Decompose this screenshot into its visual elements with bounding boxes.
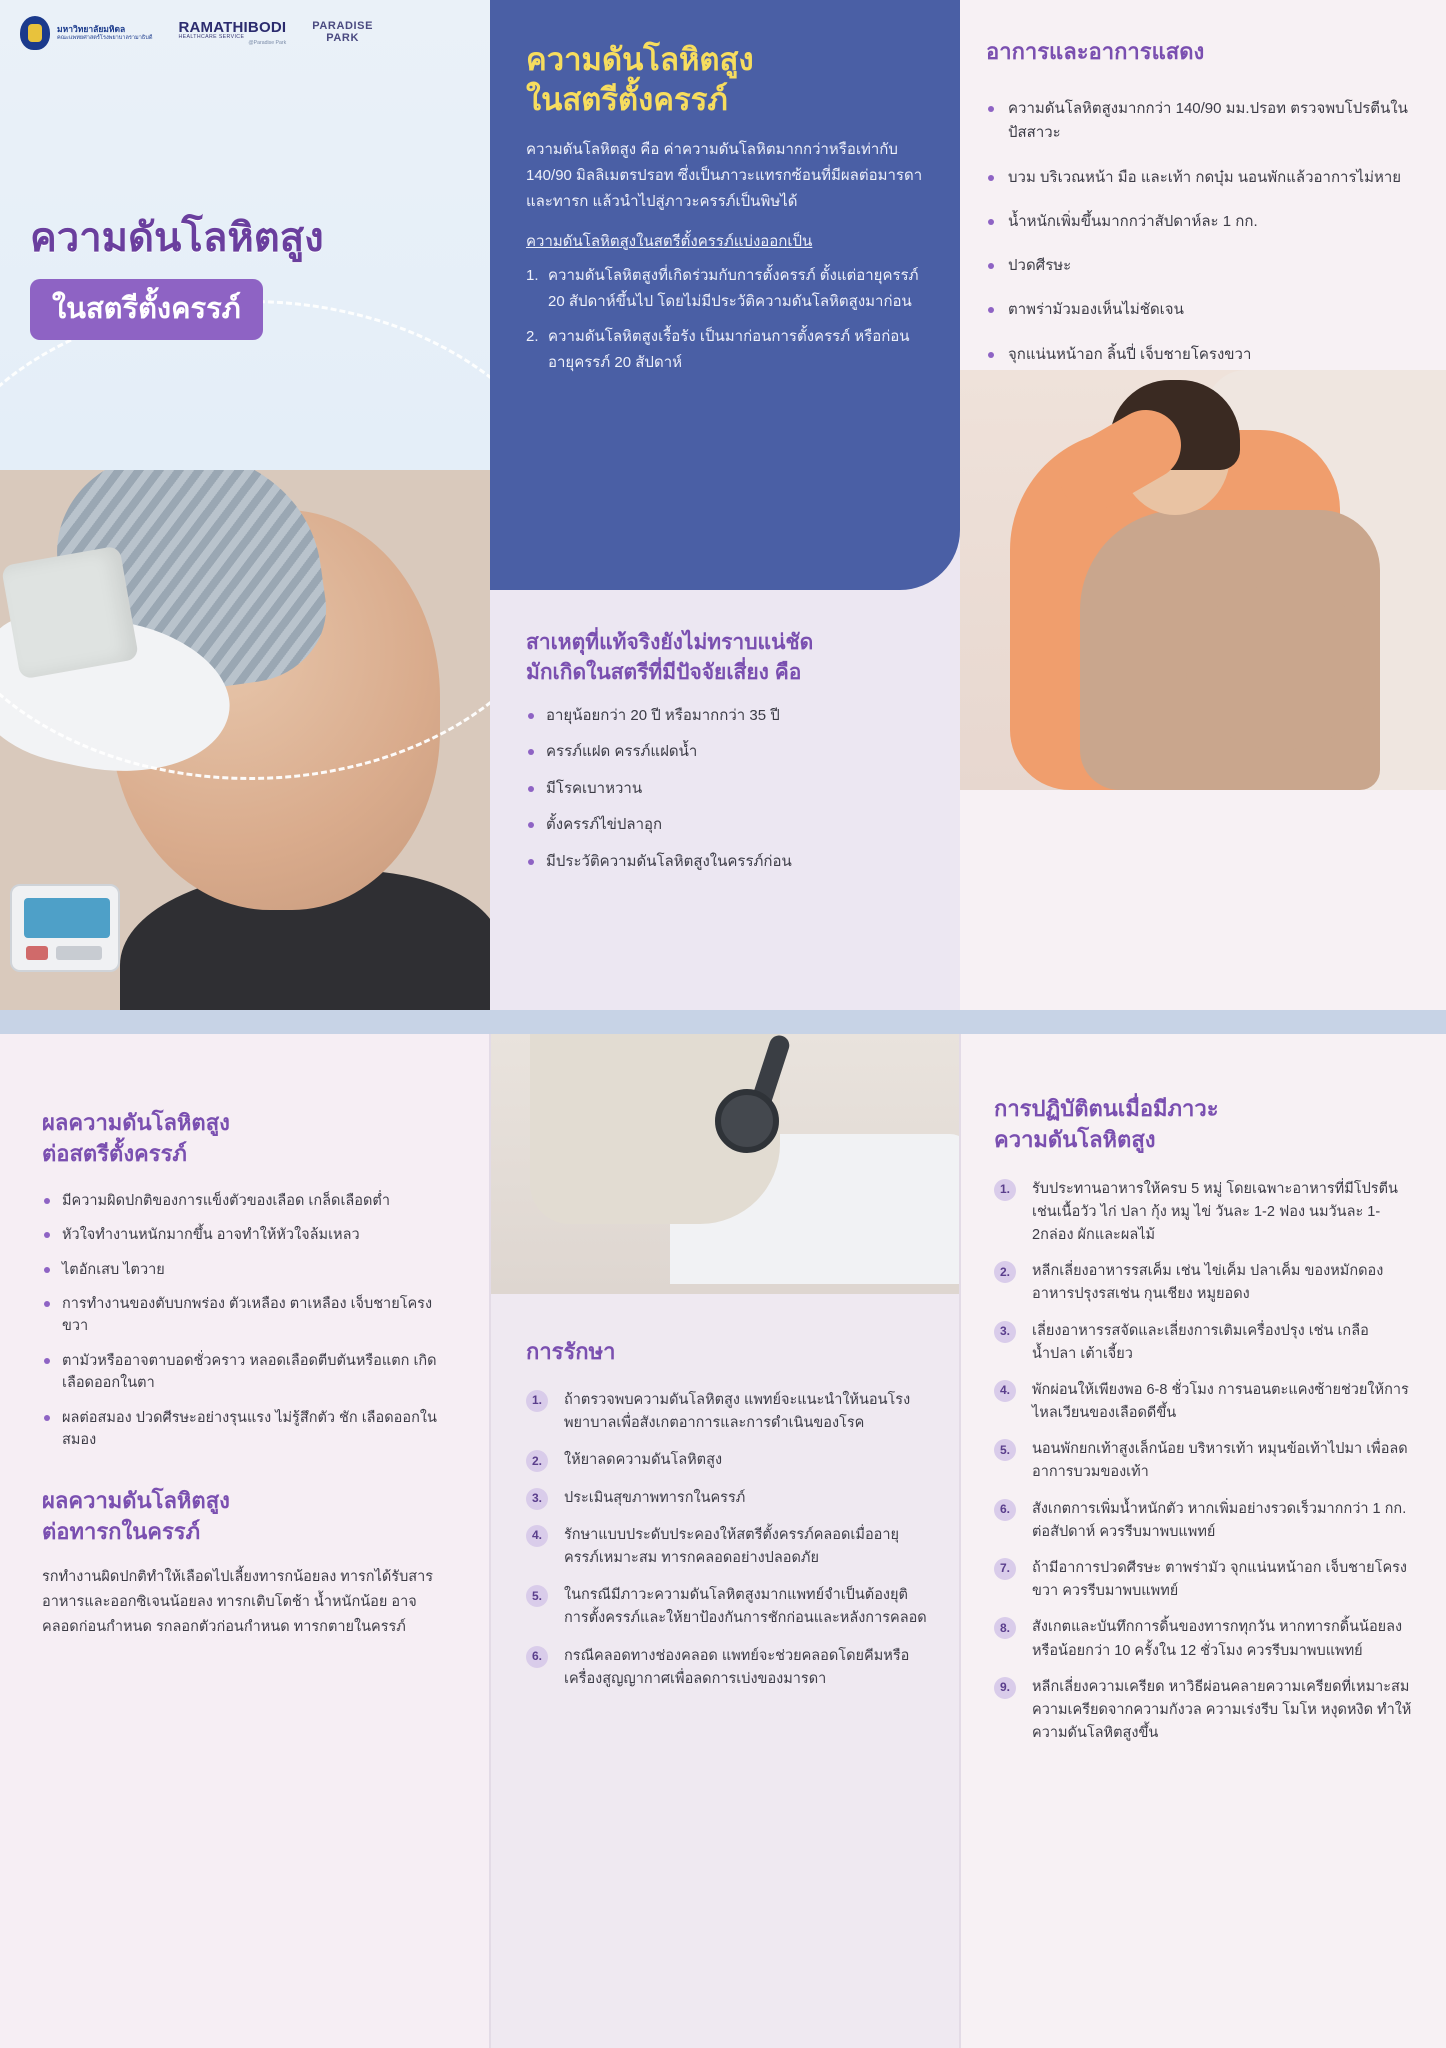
- treatment-panel: [490, 1034, 960, 2048]
- practice-list: [994, 1178, 1416, 1746]
- list-item: บวม บริเวณหน้า มือ และเท้า กดบุ๋ม นอนพักแล้วอาการไม่หาย: [986, 166, 1416, 190]
- logo-bar: [20, 16, 373, 50]
- list-item-label: ให้ยาลดความดันโลหิตสูง: [564, 1452, 723, 1469]
- effects-mother-list: [42, 1190, 450, 1452]
- list-item-number: 3.: [526, 1488, 548, 1510]
- list-item-number: 1.: [526, 1390, 548, 1412]
- list-item-label: ถ้าตรวจพบความดันโลหิตสูง แพทย์จะแนะนำให้นอนโรงพยาบาลเพื่อสังเกตอาการและการดำเนินของโรค: [564, 1392, 911, 1432]
- list-item-number: 9.: [994, 1677, 1016, 1699]
- decorative-dashed-arc: [0, 300, 490, 780]
- list-item: [526, 263, 924, 315]
- causes-heading-line2: มักเกิดในสตรีที่มีปัจจัยเสี่ยง คือ: [526, 661, 802, 685]
- list-item-label: กรณีคลอดทางช่องคลอด แพทย์จะช่วยคลอดโดยคีมหรือเครื่องสูญญากาศเพื่อลดการเบ่งของมารดา: [564, 1647, 910, 1687]
- list-item-label: ในกรณีมีภาวะความดันโลหิตสูงมากแพทย์จำเป็นต้องยุติการตั้งครรภ์และให้ยาป้องกันการชักก่อนและหลังการคลอด: [564, 1587, 927, 1627]
- list-item-number: 4.: [994, 1380, 1016, 1402]
- list-item: [994, 1178, 1416, 1248]
- rama-wordmark: RAMATHIBODI: [178, 18, 287, 36]
- list-item: [526, 1584, 930, 1630]
- list-item-number: 1.: [526, 267, 539, 285]
- list-item: มีความผิดปกติของการแข็งตัวของเลือด เกล็ดเลือดต่ำ: [42, 1190, 450, 1212]
- mahidol-logo: [20, 16, 152, 50]
- list-item: [994, 1676, 1416, 1746]
- cover-title: [30, 205, 460, 340]
- list-item-label: รับประทานอาหารให้ครบ 5 หมู่ โดยเฉพาะอาหารที่มีโปรตีนเช่นเนื้อวัว ไก่ ปลา กุ้ง หมู ไข่ วันละ 1-2 ฟอง นมวันละ 1-2กล่อง ผักและผลไม้: [1032, 1180, 1398, 1243]
- list-item-number: 5.: [994, 1439, 1016, 1461]
- photo-stethoscope-exam: [490, 1034, 960, 1294]
- list-item: อายุน้อยกว่า 20 ปี หรือมากกว่า 35 ปี: [526, 705, 936, 728]
- list-item: มีประวัติความดันโลหิตสูงในครรภ์ก่อน: [526, 851, 936, 874]
- causes-section: [526, 628, 936, 887]
- panel-divider-band: [0, 1010, 1446, 1034]
- intro-heading-line2: ในสตรีตั้งครรภ์: [526, 81, 728, 117]
- causes-heading-line1: สาเหตุที่แท้จริงยังไม่ทราบแน่ชัด: [526, 631, 814, 654]
- treatment-section: [526, 1334, 930, 1705]
- list-item-label: ความดันโลหิตสูงที่เกิดร่วมกับการตั้งครรภ์ ตั้งแต่อายุครรภ์ 20 สัปดาห์ขึ้นไป โดยไม่มีประวัติความดันโลหิตสูงมาก่อน: [548, 267, 919, 311]
- list-item: ตาพร่ามัวมองเห็นไม่ชัดเจน: [986, 298, 1416, 322]
- photo-shape-belly: [1186, 585, 1376, 750]
- list-item: [994, 1616, 1416, 1662]
- intro-heading-line1: ความดันโลหิตสูง: [526, 42, 754, 77]
- list-item-label: หลีกเลี่ยงความเครียด หาวิธีผ่อนคลายความเครียดที่เหมาะสมความเครียดจากความกังวล ความเร่งรีบ โมโห หงุดหงิด ทำให้ความดันโลหิตสูงขึ้น: [1032, 1678, 1412, 1742]
- intro-card: [490, 0, 960, 590]
- list-item-label: ถ้ามีอาการปวดศีรษะ ตาพร่ามัว จุกแน่นหน้าอก เจ็บชายโครงขวา ควรรีบมาพบแพทย์: [1032, 1560, 1408, 1600]
- list-item-number: 2.: [526, 1450, 548, 1472]
- list-item: [994, 1379, 1416, 1425]
- panel-divider-left: [489, 1034, 491, 2048]
- list-item: ตามัวหรืออาจตาบอดชั่วคราว หลอดเลือดตีบตันหรือแตก เกิดเลือดออกในตา: [42, 1350, 450, 1395]
- photo-shape-monitor-screen: [24, 898, 110, 938]
- list-item-label: สังเกตการเพิ่มน้ำหนักตัว หากเพิ่มอย่างรวดเร็วมากกว่า 1 กก. ต่อสัปดาห์ ควรรีบมาพบแพทย์: [1032, 1500, 1407, 1540]
- list-item-number: 2.: [526, 327, 539, 345]
- intro-panel: [490, 0, 960, 1030]
- list-item: ปวดศีรษะ: [986, 254, 1416, 278]
- intro-subheading: ความดันโลหิตสูงในสตรีตั้งครรภ์แบ่งออกเป็น: [526, 232, 813, 250]
- mahidol-name-th: มหาวิทยาลัยมหิดล: [57, 23, 126, 34]
- list-item: ความดันโลหิตสูงมากกว่า 140/90 มม.ปรอท ตรวจพบโปรตีนในปัสสาวะ: [986, 97, 1416, 146]
- symptoms-list: [986, 97, 1416, 411]
- list-item: จุกแน่นหน้าอก ลิ้นปี่ เจ็บชายโครงขวา: [986, 343, 1416, 367]
- list-item-number: 5.: [526, 1585, 548, 1607]
- effects-mother-heading: [42, 1108, 450, 1170]
- cover-title-line1: ความดันโลหิตสูง: [30, 216, 324, 260]
- rama-subtitle: HEALTHCARE SERVICE: [178, 34, 245, 41]
- treatment-list: [526, 1389, 930, 1691]
- photo-shape-monitor-button: [26, 946, 48, 960]
- list-item: [526, 324, 924, 376]
- intro-type-list: [526, 263, 924, 375]
- effects-mother-heading-line1: ผลความดันโลหิตสูง: [42, 1110, 230, 1135]
- practice-heading-line2: ความดันโลหิตสูง: [994, 1126, 1156, 1152]
- cover-title-line2: ในสตรีตั้งครรภ์: [30, 279, 263, 340]
- list-item: [526, 1449, 930, 1472]
- list-item: ไตอักเสบ ไตวาย: [42, 1259, 450, 1281]
- rama-location: @Paradise Park: [248, 39, 287, 46]
- paradise-word: PARADISE: [312, 20, 374, 33]
- list-item-number: 2.: [994, 1261, 1016, 1283]
- list-item: [526, 1389, 930, 1435]
- list-item: [994, 1498, 1416, 1544]
- list-item-number: 6.: [994, 1499, 1016, 1521]
- list-item: [526, 1487, 930, 1510]
- list-item: การทำงานของตับบกพร่อง ตัวเหลือง ตาเหลือง เจ็บชายโครงขวา: [42, 1293, 450, 1338]
- causes-heading: [526, 628, 936, 689]
- list-item-number: 6.: [526, 1646, 548, 1668]
- list-item-label: ความดันโลหิตสูงเรื้อรัง เป็นมาก่อนการตั้งครรภ์ หรือก่อนอายุครรภ์ 20 สัปดาห์: [548, 327, 910, 371]
- ramathibodi-logo: [178, 20, 286, 47]
- list-item-label: พักผ่อนให้เพียงพอ 6-8 ชั่วโมง การนอนตะแคงซ้ายช่วยให้การไหลเวียนของเลือดดีขึ้น: [1032, 1381, 1409, 1422]
- symptoms-panel: [960, 0, 1446, 1030]
- practice-heading-line1: การปฏิบัติตนเมื่อมีภาวะ: [994, 1096, 1219, 1121]
- list-item-label: นอนพักยกเท้าสูงเล็กน้อย บริหารเท้า หมุนข้อเท้าไปมา เพื่อลดอาการบวมของเท้า: [1032, 1441, 1408, 1481]
- causes-list: [526, 705, 936, 874]
- list-item: น้ำหนักเพิ่มขึ้นมากกว่าสัปดาห์ละ 1 กก.: [986, 210, 1416, 234]
- cover-panel: [0, 0, 490, 1030]
- list-item-label: ประเมินสุขภาพทารกในครรภ์: [564, 1489, 746, 1506]
- photo-shape-bp-monitor: [10, 884, 120, 972]
- list-item: [994, 1557, 1416, 1603]
- symptoms-heading: อาการและอาการแสดง: [986, 39, 1205, 64]
- intro-heading: [526, 40, 924, 119]
- effects-baby-paragraph: รกทำงานผิดปกติทำให้เลือดไปเลี้ยงทารกน้อยลง ทารกได้รับสารอาหารและออกซิเจนน้อยลง ทารกเติบโตช้า น้ำหนักน้อย อาจคลอดก่อนกำหนด รกลอกตัวก่อนกำหนด ทารกตายในครรภ์: [42, 1569, 434, 1636]
- list-item-number: 7.: [994, 1558, 1016, 1580]
- list-item: [526, 1524, 930, 1570]
- list-item: หัวใจทำงานหนักมากขึ้น อาจทำให้หัวใจล้มเหลว: [42, 1224, 450, 1246]
- list-item: ครรภ์แฝด ครรภ์แฝดน้ำ: [526, 741, 936, 764]
- park-word: PARK: [326, 32, 360, 44]
- effects-baby-heading-line1: ผลความดันโลหิตสูง: [42, 1487, 230, 1513]
- photo-pregnant-headache: [960, 370, 1446, 790]
- paradise-park-logo: [312, 21, 373, 44]
- effects-baby-heading: [42, 1486, 450, 1548]
- practice-panel: [960, 1034, 1446, 2048]
- effects-baby-heading-line2: ต่อทารกในครรภ์: [42, 1518, 201, 1544]
- photo-shape-monitor-button-2: [56, 946, 102, 960]
- list-item: ผลต่อสมอง ปวดศีรษะอย่างรุนแรง ไม่รู้สึกตัว ชัก เลือดออกในสมอง: [42, 1407, 450, 1452]
- list-item: [526, 1645, 930, 1691]
- list-item-label: สังเกตและบันทึกการดิ้นของทารกทุกวัน หากทารกดิ้นน้อยลงหรือน้อยกว่า 10 ครั้งใน 12 ชั่วโมง ควรรีบมาพบแพทย์: [1032, 1619, 1403, 1659]
- list-item-label: รักษาแบบประดับประคองให้สตรีตั้งครรภ์คลอดเมื่ออายุครรภ์เหมาะสม ทารกคลอดอย่างปลอดภัย: [564, 1526, 899, 1566]
- list-item: [994, 1260, 1416, 1306]
- stethoscope-icon: [715, 1089, 779, 1153]
- panel-divider-right: [959, 1034, 961, 2048]
- list-item: ตั้งครรภ์ไข่ปลาอุก: [526, 814, 936, 837]
- effects-panel: [0, 1034, 490, 2048]
- mahidol-faculty-th: คณะแพทยศาสตร์โรงพยาบาลรามาธิบดี: [57, 34, 153, 41]
- list-item: [994, 1438, 1416, 1484]
- practice-heading: [994, 1094, 1416, 1156]
- list-item-number: 4.: [526, 1525, 548, 1547]
- mahidol-seal-icon: [20, 16, 50, 50]
- treatment-heading: การรักษา: [526, 1339, 616, 1364]
- list-item: มีโรคเบาหวาน: [526, 778, 936, 801]
- list-item-label: เลี่ยงอาหารรสจัดและเลี่ยงการเติมเครื่องปรุง เช่น เกลือ น้ำปลา เต้าเจี้ยว: [1032, 1322, 1369, 1362]
- list-item-number: 1.: [994, 1179, 1016, 1201]
- list-item-number: 3.: [994, 1321, 1016, 1343]
- intro-lead-text: ความดันโลหิตสูง คือ ค่าความดันโลหิตมากกว่าหรือเท่ากับ 140/90 มิลลิเมตรปรอท ซึ่งเป็นภาวะแทรกซ้อนที่มีผลต่อมารดาและทารก แล้วนำไปสู่ภาวะครรภ์เป็นพิษได้: [526, 141, 923, 210]
- list-item: [994, 1320, 1416, 1366]
- list-item-number: 8.: [994, 1617, 1016, 1639]
- effects-mother-heading-line2: ต่อสตรีตั้งครรภ์: [42, 1140, 187, 1166]
- list-item-label: หลีกเลี่ยงอาหารรสเค็ม เช่น ไข่เค็ม ปลาเค็ม ของหมักดองอาหารปรุงรสเช่น กุนเชียง หมูยอดง: [1032, 1263, 1384, 1303]
